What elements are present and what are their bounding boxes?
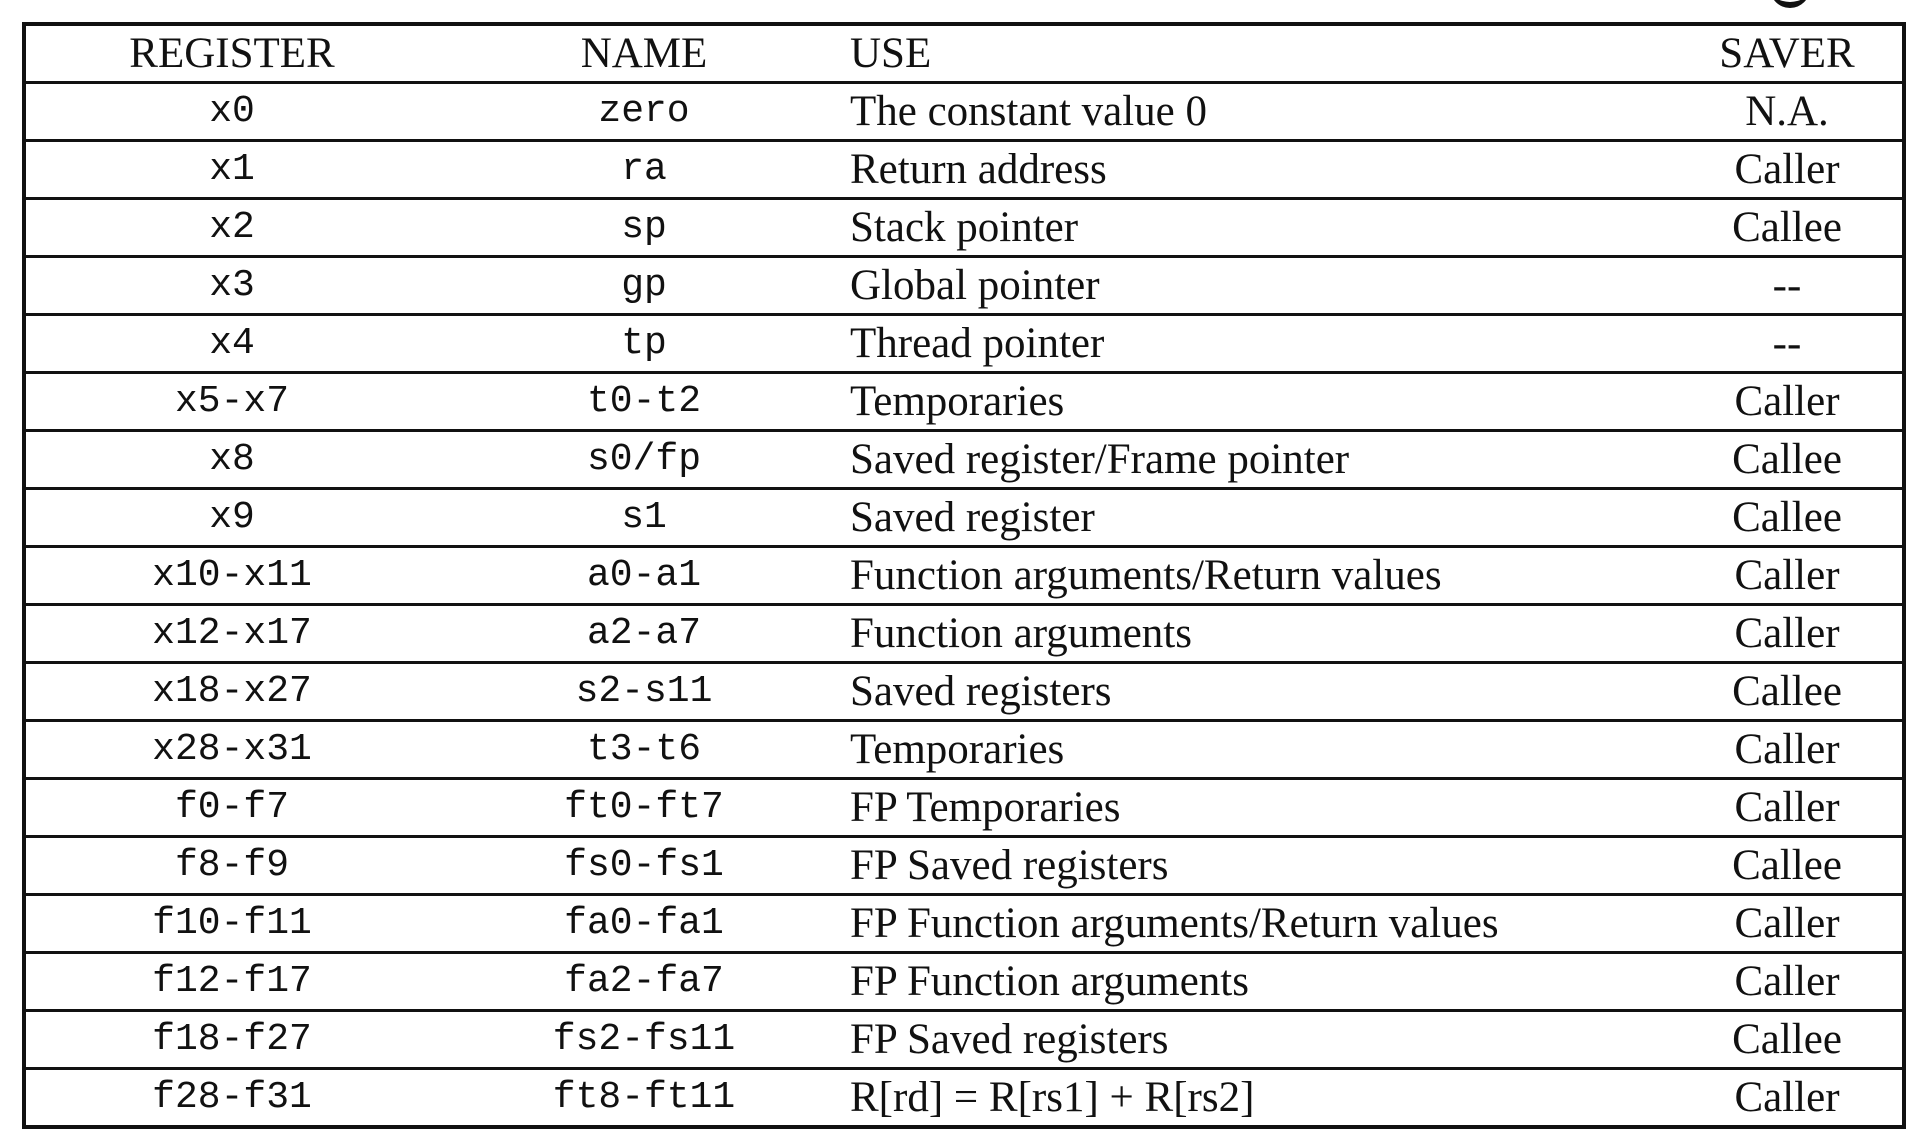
register-cell: x4 [24, 315, 438, 373]
register-cell: x18-x27 [24, 663, 438, 721]
use-cell: FP Function arguments/Return values [850, 895, 1672, 953]
table-row [24, 373, 1904, 431]
header-saver: SAVER [1672, 24, 1904, 83]
table-row [24, 489, 1904, 547]
saver-cell: Caller [1672, 373, 1904, 431]
register-cell: f0-f7 [24, 779, 438, 837]
saver-cell: Caller [1672, 1069, 1904, 1128]
table-row [24, 257, 1904, 315]
use-cell: Stack pointer [850, 199, 1672, 257]
use-cell: FP Saved registers [850, 837, 1672, 895]
name-cell: s0/fp [438, 431, 850, 489]
name-cell: a0-a1 [438, 547, 850, 605]
register-cell: x28-x31 [24, 721, 438, 779]
use-cell: Saved register/Frame pointer [850, 431, 1672, 489]
name-cell: a2-a7 [438, 605, 850, 663]
register-cell: f10-f11 [24, 895, 438, 953]
table-body [24, 83, 1904, 1128]
register-cell: x1 [24, 141, 438, 199]
register-cell: x12-x17 [24, 605, 438, 663]
register-cell: x8 [24, 431, 438, 489]
saver-cell: Callee [1672, 837, 1904, 895]
saver-cell: -- [1672, 257, 1904, 315]
saver-cell: Caller [1672, 547, 1904, 605]
register-cell: x0 [24, 83, 438, 141]
name-cell: t0-t2 [438, 373, 850, 431]
use-cell: Global pointer [850, 257, 1672, 315]
name-cell: s1 [438, 489, 850, 547]
header-register: REGISTER [24, 24, 438, 83]
table-row [24, 431, 1904, 489]
saver-cell: Caller [1672, 605, 1904, 663]
saver-cell: Caller [1672, 141, 1904, 199]
name-cell: gp [438, 257, 850, 315]
register-cell: x9 [24, 489, 438, 547]
name-cell: fs2-fs11 [438, 1011, 850, 1069]
name-cell: zero [438, 83, 850, 141]
table-row [24, 1011, 1904, 1069]
name-cell: s2-s11 [438, 663, 850, 721]
register-cell: x3 [24, 257, 438, 315]
name-cell: sp [438, 199, 850, 257]
table-row [24, 895, 1904, 953]
saver-cell: Callee [1672, 489, 1904, 547]
register-cell: f28-f31 [24, 1069, 438, 1128]
partial-glyph-mark [1770, 0, 1810, 8]
table-row [24, 837, 1904, 895]
table-row [24, 1069, 1904, 1128]
saver-cell: Callee [1672, 199, 1904, 257]
register-cell: x5-x7 [24, 373, 438, 431]
register-cell: x2 [24, 199, 438, 257]
register-cell: f12-f17 [24, 953, 438, 1011]
table-row [24, 779, 1904, 837]
register-cell: f8-f9 [24, 837, 438, 895]
name-cell: ft8-ft11 [438, 1069, 850, 1128]
table-header-row [24, 24, 1904, 83]
table-row [24, 199, 1904, 257]
table-row [24, 953, 1904, 1011]
saver-cell: Callee [1672, 1011, 1904, 1069]
register-cell: x10-x11 [24, 547, 438, 605]
use-cell: Function arguments/Return values [850, 547, 1672, 605]
use-cell: Return address [850, 141, 1672, 199]
table-row [24, 547, 1904, 605]
saver-cell: N.A. [1672, 83, 1904, 141]
saver-cell: Caller [1672, 895, 1904, 953]
use-cell: Saved register [850, 489, 1672, 547]
use-cell: FP Function arguments [850, 953, 1672, 1011]
table-row [24, 83, 1904, 141]
name-cell: ft0-ft7 [438, 779, 850, 837]
name-cell: t3-t6 [438, 721, 850, 779]
table-row [24, 605, 1904, 663]
table-row [24, 315, 1904, 373]
saver-cell: Caller [1672, 721, 1904, 779]
name-cell: fa2-fa7 [438, 953, 850, 1011]
use-cell: Saved registers [850, 663, 1672, 721]
use-cell: Thread pointer [850, 315, 1672, 373]
register-cell: f18-f27 [24, 1011, 438, 1069]
name-cell: tp [438, 315, 850, 373]
register-table [22, 22, 1906, 1129]
use-cell: FP Saved registers [850, 1011, 1672, 1069]
header-name: NAME [438, 24, 850, 83]
saver-cell: Caller [1672, 779, 1904, 837]
name-cell: fs0-fs1 [438, 837, 850, 895]
table-row [24, 663, 1904, 721]
saver-cell: Caller [1672, 953, 1904, 1011]
use-cell: R[rd] = R[rs1] + R[rs2] [850, 1069, 1672, 1128]
saver-cell: Callee [1672, 663, 1904, 721]
use-cell: The constant value 0 [850, 83, 1672, 141]
header-use: USE [850, 24, 1672, 83]
name-cell: ra [438, 141, 850, 199]
use-cell: FP Temporaries [850, 779, 1672, 837]
use-cell: Function arguments [850, 605, 1672, 663]
use-cell: Temporaries [850, 721, 1672, 779]
saver-cell: -- [1672, 315, 1904, 373]
name-cell: fa0-fa1 [438, 895, 850, 953]
use-cell: Temporaries [850, 373, 1672, 431]
table-row [24, 141, 1904, 199]
table-row [24, 721, 1904, 779]
saver-cell: Callee [1672, 431, 1904, 489]
